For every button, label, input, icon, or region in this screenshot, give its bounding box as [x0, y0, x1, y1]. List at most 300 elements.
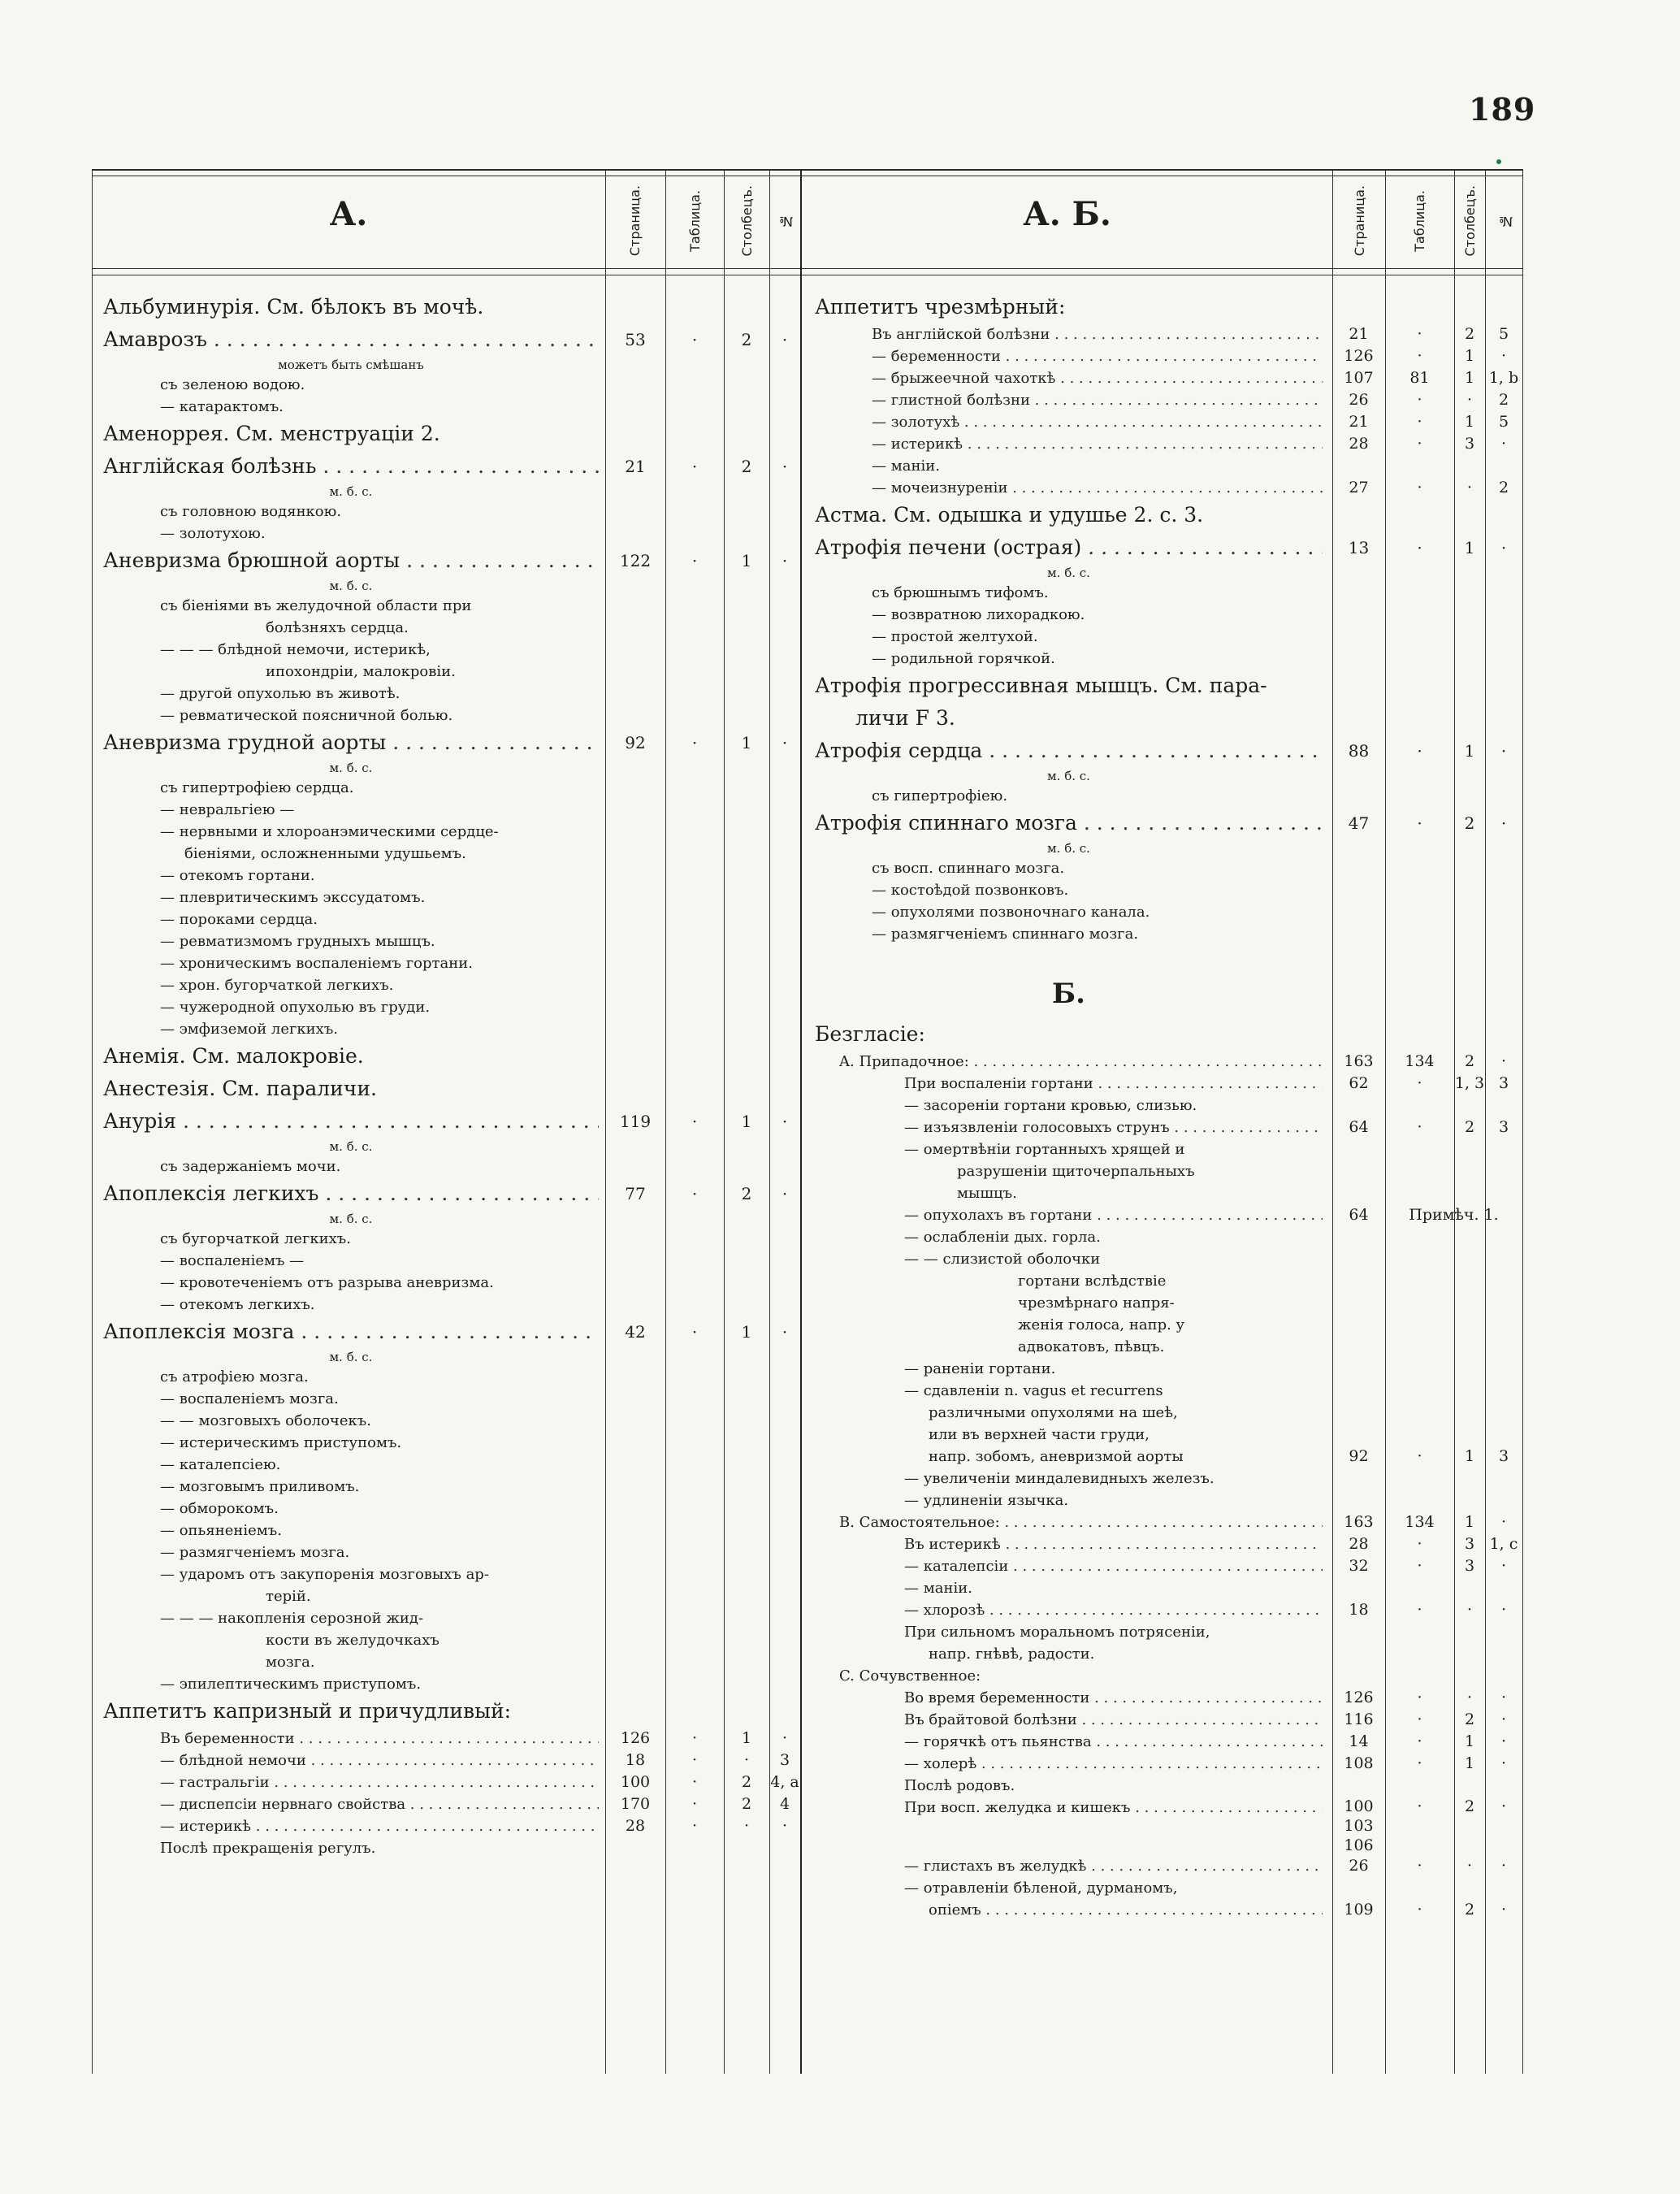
entry-label: съ атрофіею мозга. [160, 1368, 309, 1385]
entry-label: — — — блѣдной немочи, истерикѣ, [160, 641, 431, 658]
table-ref: · [1417, 1118, 1422, 1136]
number-ref: · [1500, 813, 1507, 833]
entry-label: — размягченіемъ мозга. [160, 1544, 350, 1561]
entry-label: — отравленіи бѣленой, дурманомъ, [904, 1880, 1178, 1897]
entry-label: — истерическимъ приступомъ. [160, 1434, 402, 1451]
number-ref: 4, a [770, 1773, 799, 1791]
entry-label: м. б. с. [329, 1350, 373, 1364]
entry-text [872, 411, 1323, 433]
index-entry [92, 433, 1523, 455]
entry-label: адвокатовъ, пѣвцъ. [1018, 1338, 1165, 1355]
entry-label: можетъ быть смѣшанъ [278, 358, 424, 372]
index-entry [92, 1314, 1523, 1336]
table-ref: · [691, 1112, 698, 1131]
entry-text [904, 1226, 1323, 1248]
entry-text [929, 1446, 1323, 1468]
entry-label: Анемія. См. малокровіе. [103, 1044, 364, 1068]
index-table [92, 169, 1523, 2074]
entry-text [904, 1073, 1323, 1095]
index-entry [92, 670, 1523, 702]
cross-reference-note [92, 839, 1523, 857]
entry-label: — эмфиземой легкихъ. [160, 1021, 339, 1038]
entry-text [904, 1687, 1323, 1709]
entry-label: — каталепсіею. [160, 1456, 281, 1473]
entry-text [929, 1899, 1323, 1921]
index-entry [92, 1358, 1523, 1380]
table-ref: · [691, 1729, 698, 1747]
entry-label: Послѣ родовъ. [904, 1777, 1015, 1794]
entry-label: — хрон. бугорчаткой легкихъ. [160, 977, 394, 994]
entry-text [904, 1489, 1323, 1511]
column-ref: 1 [1464, 413, 1475, 431]
entry-text [904, 1577, 1323, 1599]
index-entry [92, 1182, 1523, 1204]
number-ref: 2 [1498, 391, 1509, 409]
entry-text [872, 477, 1323, 499]
entry-text [872, 785, 1323, 807]
entry-label: — кровотеченіемъ отъ разрыва аневризма. [160, 1274, 494, 1291]
entry-label: — нервными и хлороанэмическими сердце- [160, 823, 499, 840]
index-entry [92, 389, 1523, 411]
number-ref: · [1500, 1689, 1507, 1706]
column-ref: 1, 3 [1454, 1074, 1485, 1092]
entry-text [904, 1621, 1323, 1643]
index-entry [92, 1424, 1523, 1446]
entry-label: м. б. с. [329, 1212, 373, 1226]
entry-text [872, 455, 1323, 477]
column-ref: · [1466, 1689, 1473, 1706]
number-ref: 4 [779, 1795, 790, 1813]
entry-text [815, 291, 1323, 323]
number-ref: · [1500, 1052, 1507, 1070]
index-entry [92, 1731, 1523, 1753]
entry-label: — ослабленіи дых. горла. [904, 1229, 1101, 1246]
entry-text [904, 1117, 1323, 1138]
table-ref: 81 [1409, 369, 1430, 387]
entry-label: — маніи. [872, 457, 940, 475]
entry-label: Аневризма грудной аорты [103, 731, 387, 754]
entry-label: съ гипертрофіею сердца. [160, 779, 354, 796]
number-ref: · [782, 457, 788, 476]
page-ref: 62 [1349, 1074, 1369, 1092]
entry-label: — сдавленіи n. vagus et recurrens [904, 1382, 1163, 1399]
page-ref: 116 [1344, 1711, 1374, 1728]
page-ref: 28 [1349, 1535, 1369, 1553]
entry-label: — маніи. [904, 1580, 972, 1597]
entry-label: Въ брайтовой болѣзни [904, 1711, 1077, 1728]
entry-label: разрушеніи щиточерпальныхъ [957, 1163, 1195, 1180]
entry-text [815, 1018, 1323, 1051]
entry-text [1018, 1336, 1323, 1358]
entry-label: — золотухою. [160, 525, 266, 542]
table-ref: · [1417, 1601, 1422, 1619]
entry-label: — воспаленіемъ мозга. [160, 1390, 339, 1407]
entry-text [815, 670, 1323, 702]
entry-text [855, 702, 1323, 735]
page-ref: 77 [625, 1184, 646, 1203]
column-ref: 3 [1464, 435, 1475, 453]
page-ref: 163 [1344, 1052, 1374, 1070]
index-entry [92, 1511, 1523, 1533]
entry-text [904, 1468, 1323, 1489]
entry-label: C. Сочувственное: [839, 1667, 981, 1685]
page-ref: 13 [1348, 538, 1370, 557]
page-ref: 18 [1349, 1601, 1369, 1619]
index-entry [92, 1599, 1523, 1621]
index-entry [92, 367, 1523, 389]
entry-text [904, 1797, 1323, 1819]
index-entry [92, 1226, 1523, 1248]
column-ref: 1 [741, 1322, 752, 1342]
page-ref: 122 [619, 551, 652, 570]
entry-text [904, 1731, 1323, 1753]
entry-text [904, 1204, 1323, 1226]
entry-text [815, 807, 1323, 839]
table-ref: · [1417, 1857, 1422, 1875]
column-ref: · [1466, 1601, 1473, 1619]
column-ref: 1 [741, 1729, 752, 1747]
column-ref: · [1466, 391, 1473, 409]
number-ref: 1, c [1489, 1535, 1518, 1553]
entry-label: м. б. с. [329, 579, 373, 593]
index-entry [92, 1138, 1523, 1160]
page-ref: 21 [1349, 325, 1369, 343]
index-entry [92, 604, 1523, 626]
entry-text [839, 1051, 1323, 1073]
entry-label: ипохондріи, малокровіи. [266, 663, 456, 680]
table-ref: · [691, 1773, 698, 1791]
entry-label: Въ англійской болѣзни [872, 326, 1050, 343]
table-ref: · [1417, 325, 1422, 343]
index-entry [92, 1665, 1523, 1687]
number-ref: · [782, 733, 788, 752]
entry-label: Апоплексія легкихъ [103, 1182, 319, 1205]
page-ref: 21 [1349, 413, 1369, 431]
page-ref: 47 [1348, 813, 1370, 833]
entry-label: — простой желтухой. [872, 628, 1038, 645]
page-ref: 92 [625, 733, 646, 752]
index-entry [92, 1877, 1523, 1899]
entry-label: — увеличеніи миндалевидныхъ железъ. [904, 1470, 1215, 1487]
entry-label: кости въ желудочкахъ [266, 1632, 439, 1649]
entry-label: съ восп. спиннаго мозга. [872, 860, 1065, 877]
index-entry [92, 1117, 1523, 1138]
entry-label: съ біеніями въ желудочной области при [160, 597, 472, 614]
entry-label: съ брюшнымъ тифомъ. [872, 584, 1049, 601]
column-ref: 2 [741, 1184, 752, 1203]
entry-label: Безгласіе: [815, 1022, 925, 1046]
right-index-column [92, 291, 1523, 1921]
index-entry [92, 807, 1523, 839]
index-entry [92, 1380, 1523, 1402]
entry-text [872, 923, 1323, 945]
entry-label: При сильномъ моральномъ потрясеніи, [904, 1624, 1210, 1641]
entry-label: — блѣдной немочи [160, 1752, 306, 1769]
table-ref: · [1417, 1557, 1422, 1575]
entry-text [929, 1643, 1323, 1665]
entry-text [904, 1753, 1323, 1775]
column-ref: 3 [1464, 1557, 1475, 1575]
entry-label: — хлорозѣ [904, 1602, 985, 1619]
entry-label: — размягченіемъ спиннаго мозга. [872, 926, 1139, 943]
entry-label: — истерикѣ [160, 1818, 252, 1835]
number-ref: · [1500, 1711, 1507, 1728]
entry-label: — чужеродной опухолью въ груди. [160, 999, 431, 1016]
number-ref: · [782, 1184, 788, 1203]
column-ref: 2 [1464, 1118, 1475, 1136]
index-entry [92, 1051, 1523, 1073]
index-entry [92, 626, 1523, 648]
entry-label: Аневризма брюшной аорты [103, 548, 401, 572]
table-ref: · [1417, 1074, 1422, 1092]
entry-label: — золотухѣ [872, 414, 960, 431]
page-ref: 163 [1344, 1513, 1374, 1531]
page-ref: 64 [1349, 1206, 1369, 1224]
index-entry [92, 1775, 1523, 1797]
page-ref: 100 [620, 1773, 651, 1791]
entry-text [904, 1248, 1323, 1270]
entry-label: Атрофія спиннаго мозга [815, 811, 1077, 835]
entry-label: — — мозговыхъ оболочекъ. [160, 1412, 371, 1429]
table-ref: · [1417, 813, 1422, 833]
page-ref: 126 [620, 1729, 651, 1747]
cross-reference-note [92, 767, 1523, 785]
number-ref: · [1500, 538, 1507, 557]
index-entry [92, 1855, 1523, 1877]
index-entry [92, 499, 1523, 531]
column-ref: 1 [1464, 347, 1475, 365]
entry-label: Астма. См. одышка и удушье 2. с. 3. [815, 503, 1204, 527]
index-entry [92, 1899, 1523, 1921]
entry-text [872, 857, 1323, 879]
entry-label: Въ истерикѣ [904, 1536, 1001, 1553]
entry-label: — мозговымъ приливомъ. [160, 1478, 360, 1495]
page-ref: 26 [1349, 1857, 1369, 1875]
index-entry [92, 1797, 1523, 1855]
table-ref: · [1417, 741, 1422, 761]
entry-label: — отекомъ гортани. [160, 867, 315, 884]
index-entry [92, 1204, 1523, 1226]
index-entry [92, 1073, 1523, 1095]
entry-label: — удлиненіи язычка. [904, 1492, 1069, 1509]
entry-label: женія голоса, напр. у [1018, 1316, 1185, 1333]
column-ref: · [1466, 1857, 1473, 1875]
entry-label: или въ верхней части груди, [929, 1426, 1150, 1443]
entry-text [872, 345, 1323, 367]
column-ref: 1 [1464, 1447, 1475, 1465]
entry-label: — горячкѣ отъ пьянства [904, 1733, 1092, 1750]
table-ref: · [691, 1751, 698, 1769]
number-ref: 3 [779, 1751, 790, 1769]
table-ref: 134 [1405, 1052, 1435, 1070]
table-ref: · [1417, 1754, 1422, 1772]
table-ref: · [1417, 1447, 1422, 1465]
page-ref: 28 [1349, 435, 1369, 453]
entry-label: съ зеленою водою. [160, 376, 305, 393]
number-ref: · [782, 1817, 788, 1835]
table-ref: · [691, 1322, 698, 1342]
entry-label: Атрофія печени (острая) [815, 535, 1082, 559]
table-ref: · [1417, 1689, 1422, 1706]
page-ref: 92 [1349, 1447, 1369, 1465]
header-number-left: № [777, 213, 794, 229]
column-ref: 2 [1464, 1052, 1475, 1070]
column-ref: 2 [1464, 813, 1475, 833]
entry-text [872, 389, 1323, 411]
column-ref: 2 [1464, 325, 1475, 343]
entry-label: — беременности [872, 348, 1001, 365]
entry-text [815, 499, 1323, 531]
entry-text [904, 1599, 1323, 1621]
column-ref: 1 [1464, 741, 1475, 761]
number-ref: · [1500, 1557, 1507, 1575]
number-ref: 1, b [1488, 369, 1519, 387]
index-entry [92, 1270, 1523, 1292]
column-ref: 1 [741, 551, 752, 570]
column-ref: 3 [1464, 1535, 1475, 1553]
index-entry [92, 1687, 1523, 1709]
entry-label: — — — накопленія серозной жид- [160, 1610, 424, 1627]
entry-label: При воспаленіи гортани [904, 1075, 1093, 1092]
table-ref: · [1417, 413, 1422, 431]
entry-label: чрезмѣрнаго напря- [1018, 1294, 1175, 1312]
entry-label: — раненіи гортани. [904, 1360, 1056, 1377]
column-ref: 2 [741, 330, 752, 349]
entry-label: болѣзняхъ сердца. [266, 619, 409, 636]
table-ref: · [691, 330, 698, 349]
entry-text [904, 1877, 1323, 1899]
entry-label: — глистной болѣзни [872, 392, 1030, 409]
page-ref: 53 [625, 330, 646, 349]
column-ref: 1 [741, 1112, 752, 1131]
number-ref: · [1500, 1513, 1507, 1531]
index-entry [92, 1489, 1523, 1511]
page-ref: 27 [1349, 479, 1369, 496]
entry-label: напр. зобомъ, аневризмой аорты [929, 1448, 1184, 1465]
number-ref: · [1500, 741, 1507, 761]
entry-label: Анурія [103, 1109, 177, 1133]
index-entry [92, 1555, 1523, 1577]
page-number: 189 [1469, 91, 1536, 128]
number-ref: · [782, 1112, 788, 1131]
column-ref: 2 [741, 457, 752, 476]
entry-text [929, 1424, 1323, 1446]
entry-label: Амаврозъ [103, 327, 207, 351]
entry-label: съ гипертрофіею. [872, 787, 1008, 804]
number-ref: · [1500, 435, 1507, 453]
entry-label: Англійская болѣзнь [103, 454, 317, 478]
number-ref: · [782, 1729, 788, 1747]
header-table-right: Таблица. [1411, 190, 1427, 252]
entry-label: напр. гнѣвѣ, радости. [929, 1646, 1095, 1663]
entry-label: гортани вслѣдствіе [1018, 1273, 1167, 1290]
entry-label: м. б. с. [329, 761, 373, 775]
entry-label: — эпилептическимъ приступомъ. [160, 1676, 422, 1693]
entry-label: біеніями, осложненными удушьемъ. [184, 845, 466, 862]
number-ref: 2 [1498, 479, 1509, 496]
entry-text [815, 735, 1323, 767]
entry-label: Въ беременности [160, 1730, 295, 1747]
entry-label: Аппетитъ чрезмѣрный: [815, 295, 1066, 319]
entry-text [815, 531, 1323, 564]
entry-text [904, 1095, 1323, 1117]
entry-label: A. Припадочное: [839, 1053, 969, 1070]
page-ref: 14 [1349, 1732, 1369, 1750]
entry-label: различными опухолями на шеѣ, [929, 1404, 1178, 1421]
page-ref: 26 [1349, 391, 1369, 409]
entry-label: — пороками сердца. [160, 911, 318, 928]
entry-label: — диспепсіи нервнаго свойства [160, 1796, 406, 1813]
page-ref: 18 [625, 1751, 646, 1769]
entry-text [815, 839, 1323, 857]
number-ref: 5 [1498, 413, 1509, 431]
page-ref: 126 [1344, 1689, 1374, 1706]
entry-label: личи F 3. [855, 706, 955, 730]
index-entry [92, 455, 1523, 477]
table-ref: · [1417, 391, 1422, 409]
table-ref: 134 [1405, 1513, 1435, 1531]
number-ref: · [782, 1322, 788, 1342]
index-entry [92, 1533, 1523, 1555]
section-letter-left: А. [329, 195, 368, 233]
entry-label: — ревматизмомъ грудныхъ мышцъ. [160, 933, 435, 950]
entry-label: Анестезія. См. параличи. [103, 1077, 377, 1100]
entry-text [904, 1380, 1323, 1402]
entry-label: мышцъ. [957, 1185, 1017, 1202]
column-ref: 2 [741, 1773, 752, 1791]
header-rule [92, 268, 1523, 269]
number-ref: 3 [1498, 1447, 1509, 1465]
entry-label: — опухолями позвоночнаго канала. [872, 904, 1150, 921]
entry-label: Послѣ прекращенія регулъ. [160, 1840, 376, 1857]
entry-label: — брыжеечной чахоткѣ [872, 370, 1056, 387]
entry-label: — костоѣдой позвонковъ. [872, 882, 1069, 899]
entry-label: м. б. с. [1047, 841, 1090, 856]
table-ref: · [1417, 1797, 1422, 1815]
ink-speck [1496, 159, 1501, 164]
page-ref: 108 [1344, 1754, 1374, 1772]
number-ref: 5 [1498, 325, 1509, 343]
entry-label: Атрофія прогрессивная мышцъ. См. пара- [815, 674, 1267, 697]
number-ref: · [1500, 1754, 1507, 1772]
page-ref: 42 [625, 1322, 646, 1342]
header-page-left: Страница. [626, 185, 643, 257]
entry-label: — изъязвленіи голосовыхъ струнъ [904, 1119, 1170, 1136]
page-ref: 21 [625, 457, 646, 476]
page-ref: 100 103 106 [1344, 1797, 1374, 1854]
table-ref: · [1417, 1732, 1422, 1750]
index-entry [92, 648, 1523, 670]
cross-reference-note [92, 564, 1523, 582]
index-entry [92, 1336, 1523, 1358]
index-entry [92, 411, 1523, 433]
entry-label: — — слизистой оболочки [904, 1251, 1101, 1268]
entry-text [872, 582, 1323, 604]
index-entry [92, 345, 1523, 367]
page-ref: 88 [1348, 741, 1370, 761]
index-entry [92, 1292, 1523, 1314]
column-ref: · [1466, 479, 1473, 496]
entry-label: Апоплексія мозга [103, 1320, 295, 1343]
table-ref: · [1417, 479, 1422, 496]
number-ref: 3 [1498, 1074, 1509, 1092]
entry-label: Аппетитъ капризный и причудливый: [103, 1699, 512, 1723]
entry-label: — гастральгіи [160, 1774, 270, 1791]
number-ref: · [1500, 347, 1507, 365]
index-entry [92, 1402, 1523, 1424]
entry-label: съ задержаніемъ мочи. [160, 1158, 341, 1175]
index-entry [92, 923, 1523, 945]
